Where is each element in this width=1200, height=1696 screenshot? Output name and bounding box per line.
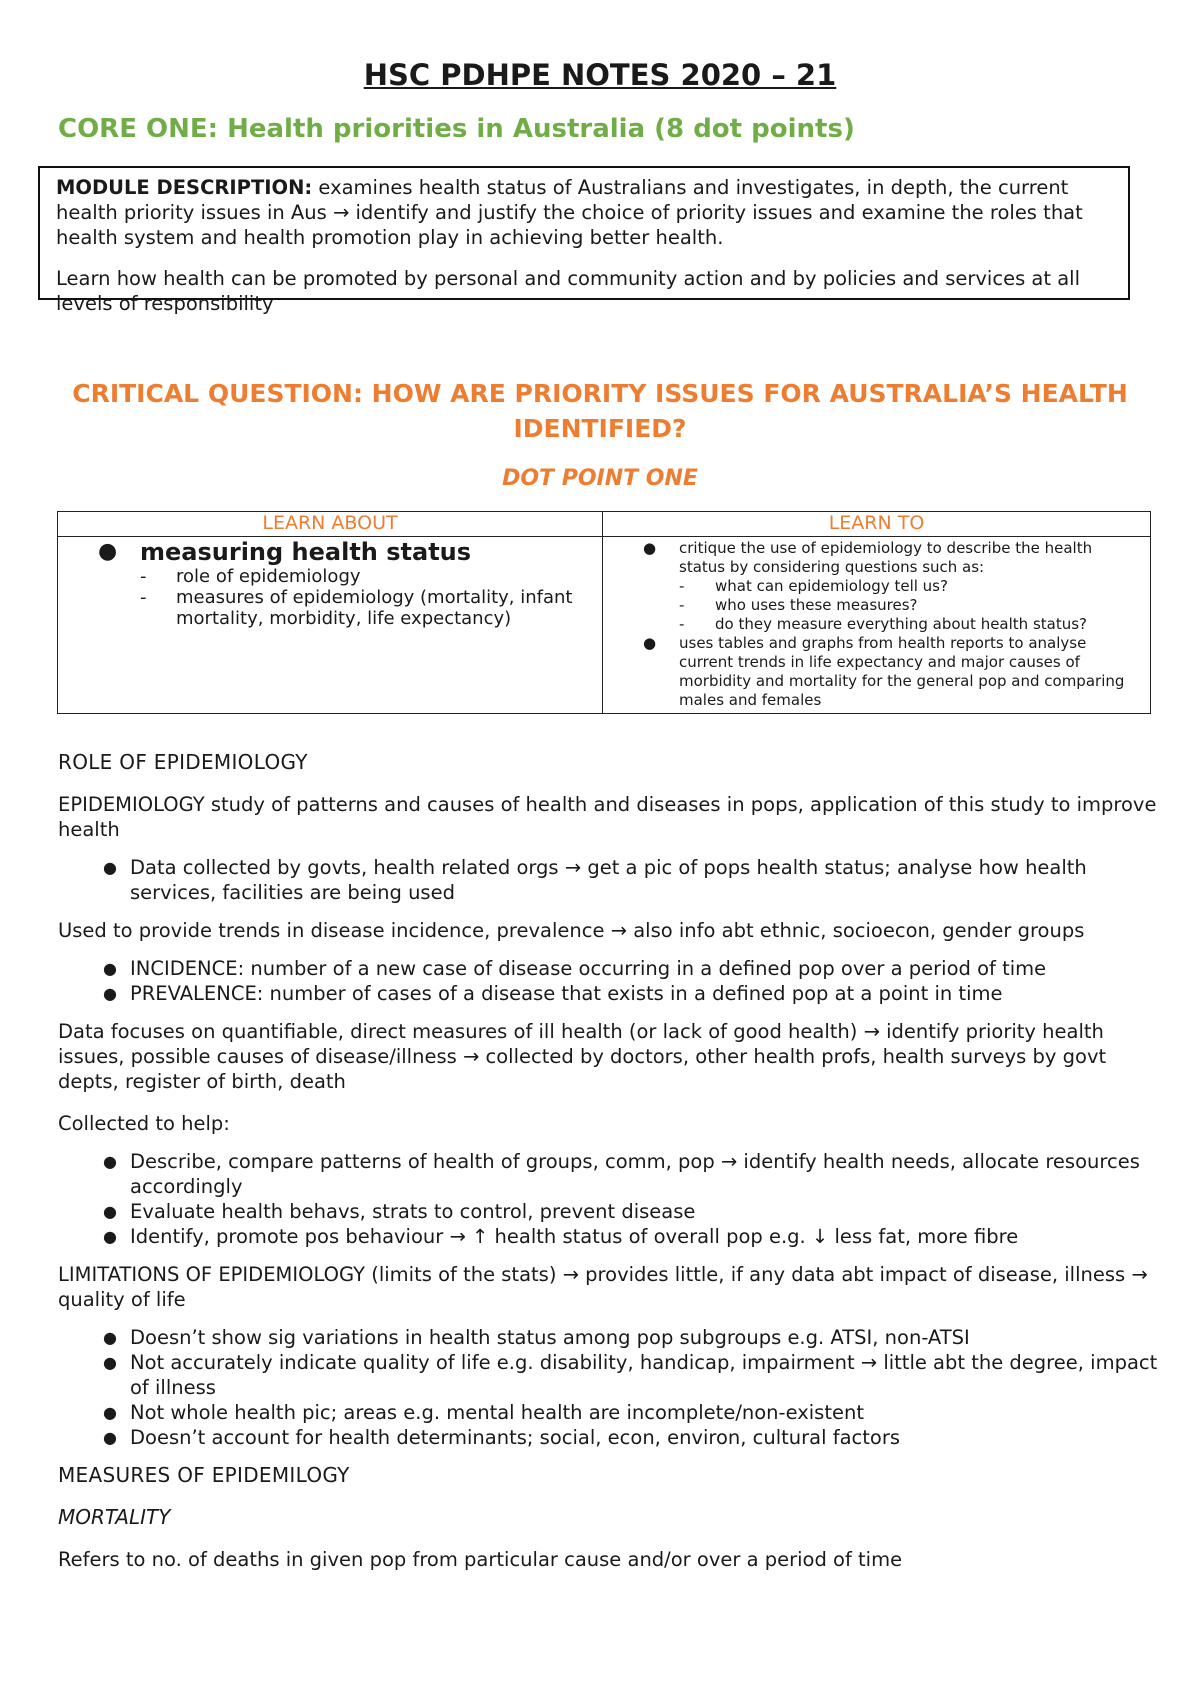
learn-about-header: LEARN ABOUT: [58, 512, 603, 537]
list-item: [58, 1425, 1158, 1450]
list-item-text: Describe, compare patterns of health of groups, comm, pop → identify health needs, allocate resources accordingly: [130, 1150, 1140, 1198]
learn-to-cell: [603, 537, 1151, 714]
learn-to-bullet: [643, 539, 1142, 577]
list-item: [58, 1325, 1158, 1350]
bullet-icon: ●: [103, 959, 117, 978]
bullet-icon: ●: [643, 634, 657, 652]
list-item: [140, 566, 602, 587]
list-item: [643, 577, 1142, 596]
dash-icon: -: [679, 615, 685, 633]
list-item-text: Identify, promote pos behaviour → ↑ health status of overall pop e.g. ↓ less fat, more fibre: [130, 1225, 1019, 1248]
bullet-icon: ●: [103, 1152, 117, 1171]
list-item: [58, 1149, 1158, 1199]
learn-table: [57, 511, 1151, 714]
paragraph: Collected to help:: [58, 1112, 230, 1135]
bullet-icon: ●: [643, 539, 657, 557]
list-item: [58, 956, 1158, 981]
bullet-icon: ●: [103, 1353, 117, 1372]
subheading-mortality: MORTALITY: [58, 1505, 171, 1529]
critical-question: CRITICAL QUESTION: HOW ARE PRIORITY ISSUES FOR AUSTRALIA’S HEALTH IDENTIFIED?: [72, 379, 1128, 443]
module-description-box: [38, 166, 1130, 315]
list-item: [58, 981, 1158, 1006]
bullet-icon: ●: [98, 539, 118, 564]
paragraph: EPIDEMIOLOGY study of patterns and causes of health and diseases in pops, application of this study to improve health: [58, 793, 1157, 841]
list-item: [58, 1199, 1158, 1224]
list-item-text: measures of epidemiology (mortality, infant mortality, morbidity, life expectancy): [176, 587, 573, 629]
core-heading: CORE ONE: Health priorities in Australia (8 dot points): [58, 114, 855, 144]
list-item-text: Evaluate health behavs, strats to control, prevent disease: [130, 1200, 696, 1223]
list-item-text: do they measure everything about health status?: [715, 615, 1087, 633]
list-item-text: role of epidemiology: [176, 566, 361, 587]
learn-about-cell: [58, 537, 603, 714]
list-item: [643, 615, 1142, 634]
learn-about-main: [98, 538, 602, 566]
paragraph: Used to provide trends in disease incidence, prevalence → also info abt ethnic, socioecon, gender groups: [58, 919, 1085, 942]
list-item-text: who uses these measures?: [715, 596, 918, 614]
bullet-icon: ●: [103, 1403, 117, 1422]
list-item-text: what can epidemiology tell us?: [715, 577, 948, 595]
list-item: [643, 596, 1142, 615]
notes-body: [58, 750, 1158, 1589]
list-item-text: Doesn’t account for health determinants; social, econ, environ, cultural factors: [130, 1426, 901, 1449]
list-item-text: PREVALENCE: number of cases of a disease that exists in a defined pop at a point in time: [130, 982, 1003, 1005]
learn-to-header: LEARN TO: [603, 512, 1151, 537]
document-title: HSC PDHPE NOTES 2020 – 21: [363, 58, 837, 92]
learn-to-bullet: [643, 634, 1142, 710]
list-item: [58, 855, 1158, 905]
learn-about-main-text: measuring health status: [140, 538, 472, 566]
learn-about-sublist: [98, 566, 602, 629]
bullet-icon: ●: [103, 1328, 117, 1347]
list-item-text: Not whole health pic; areas e.g. mental health are incomplete/non-existent: [130, 1401, 864, 1424]
bullet-icon: ●: [103, 858, 117, 877]
bullet-list: [58, 1325, 1158, 1450]
list-item: [140, 587, 602, 629]
section-heading-role: ROLE OF EPIDEMIOLOGY: [58, 750, 308, 774]
module-text: examines health status of Australians and investigates, in depth, the current health priority issues in Aus → identify and justify the choice of priority issues and examine the roles that health system and health promotion play in achieving better health.: [56, 176, 1083, 249]
module-text-2: Learn how health can be promoted by personal and community action and by policies and services at all levels of responsibility: [56, 267, 1081, 315]
learn-to-text: uses tables and graphs from health reports to analyse current trends in life expectancy and major causes of morbidity and mortality for the general pop and comparing males and females: [679, 634, 1125, 709]
paragraph: Refers to no. of deaths in given pop from particular cause and/or over a period of time: [58, 1548, 903, 1571]
bullet-icon: ●: [103, 1227, 117, 1246]
list-item-text: INCIDENCE: number of a new case of disease occurring in a defined pop over a period of time: [130, 957, 1047, 980]
paragraph: LIMITATIONS OF EPIDEMIOLOGY (limits of the stats) → provides little, if any data abt impact of disease, illness → quality of life: [58, 1263, 1148, 1311]
dash-icon: -: [140, 566, 147, 587]
dash-icon: -: [679, 577, 685, 595]
module-description: [56, 175, 1114, 250]
bullet-icon: ●: [103, 1428, 117, 1447]
list-item: [58, 1350, 1158, 1400]
paragraph: Data focuses on quantifiable, direct measures of ill health (or lack of good health) → identify priority health issues, possible causes of disease/illness → collected by doctors, other health profs, health surveys by govt depts, register of birth, death: [58, 1020, 1107, 1093]
bullet-list: [58, 855, 1158, 905]
list-item-text: Data collected by govts, health related orgs → get a pic of pops health status; analyse how health services, facilities are being used: [130, 856, 1087, 904]
list-item: [58, 1400, 1158, 1425]
dash-icon: -: [679, 596, 685, 614]
bullet-list: [58, 956, 1158, 1006]
list-item-text: Doesn’t show sig variations in health status among pop subgroups e.g. ATSI, non-ATSI: [130, 1326, 970, 1349]
dash-icon: -: [140, 587, 147, 608]
bullet-list: [58, 1149, 1158, 1249]
list-item: [58, 1224, 1158, 1249]
learn-to-text: critique the use of epidemiology to describe the health status by considering questions such as:: [679, 539, 1093, 576]
list-item-text: Not accurately indicate quality of life e.g. disability, handicap, impairment → little abt the degree, impact of illness: [130, 1351, 1158, 1399]
section-heading-measures: MEASURES OF EPIDEMILOGY: [58, 1463, 350, 1487]
bullet-icon: ●: [103, 1202, 117, 1221]
module-label: MODULE DESCRIPTION:: [56, 176, 313, 199]
bullet-icon: ●: [103, 984, 117, 1003]
dot-point-heading: DOT POINT ONE: [502, 466, 698, 491]
